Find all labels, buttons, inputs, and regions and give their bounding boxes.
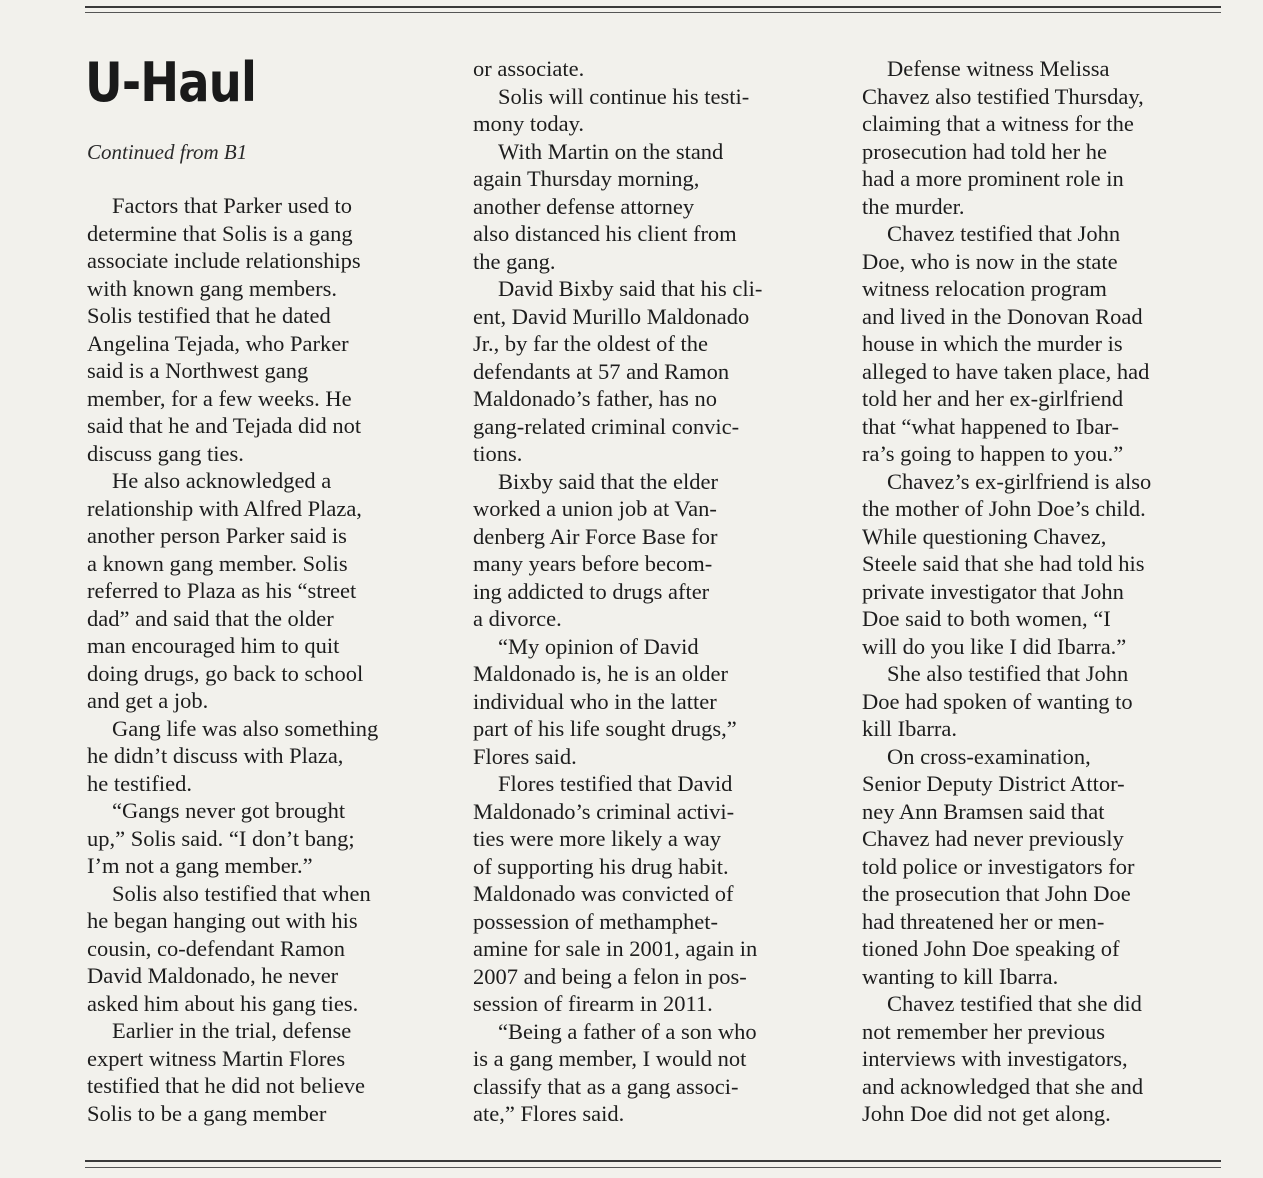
article-line: amine for sale in 2001, again in: [473, 936, 758, 961]
article-line: defendants at 57 and Ramon: [473, 358, 730, 384]
article-line: prosecution had told her he: [862, 138, 1107, 164]
article-line: “Being a father of a son who: [498, 1018, 757, 1044]
article-line: is a gang member, I would not: [473, 1046, 747, 1071]
article-line: and lived in the Donovan Road: [862, 303, 1143, 329]
article-line: he began hanging out with his: [87, 908, 358, 933]
article-line: asked him about his gang ties.: [87, 990, 359, 1016]
article-line: Flores said.: [473, 743, 577, 769]
article-line: Earlier in the trial, defense: [112, 1018, 352, 1043]
article-line: Doe had spoken of wanting to: [862, 688, 1133, 714]
article-line: tioned John Doe speaking of: [862, 936, 1120, 961]
article-line: he testified.: [87, 770, 192, 796]
article-line: tions.: [473, 441, 523, 466]
article-line: Solis also testified that when: [112, 880, 371, 906]
article-line: he didn’t discuss with Plaza,: [87, 743, 344, 768]
top-rule-thin: [85, 12, 1221, 13]
article-line: claiming that a witness for the: [862, 111, 1134, 136]
article-line: David Maldonado, he never: [87, 963, 339, 988]
article-line: house in which the murder is: [862, 331, 1123, 356]
article-line: ties were more likely a way: [473, 826, 722, 851]
article-line: With Martin on the stand: [498, 138, 724, 164]
article-line: Chavez testified that she did: [887, 991, 1142, 1016]
article-line: “Gangs never got brought: [112, 798, 346, 823]
article-line: private investigator that John: [862, 578, 1124, 604]
article-line: Chavez had never previously: [862, 826, 1124, 851]
article-line: told police or investigators for: [862, 853, 1135, 879]
article-line: testified that he did not believe: [87, 1073, 366, 1098]
article-line: many years before becom-: [473, 551, 713, 576]
article-line: Chavez’s ex-girlfriend is also: [887, 468, 1152, 494]
article-line: Gang life was also something: [112, 715, 379, 741]
article-line: the gang.: [473, 248, 556, 274]
article-line: determine that Solis is a gang: [87, 220, 353, 246]
article-line: mony today.: [473, 111, 585, 136]
article-line: Senior Deputy District Attor-: [862, 771, 1125, 796]
article-line: Bixby said that the elder: [498, 468, 718, 494]
article-line: classify that as a gang associ-: [473, 1073, 739, 1099]
article-line: On cross-examination,: [887, 743, 1091, 769]
article-line: and get a job.: [87, 688, 209, 713]
article-line: the prosecution that John Doe: [862, 881, 1131, 906]
headline: U-Haul: [85, 51, 257, 114]
article-line: relationship with Alfred Plaza,: [87, 495, 362, 521]
article-line: Flores testified that David: [498, 771, 733, 796]
article-line: ing addicted to drugs after: [473, 578, 710, 604]
article-line: Steele said that she had told his: [862, 551, 1145, 576]
article-line: interviews with investigators,: [862, 1046, 1128, 1071]
article-line: Defense witness Melissa: [887, 56, 1110, 81]
article-line: doing drugs, go back to school: [87, 660, 364, 686]
article-line: the mother of John Doe’s child.: [862, 496, 1146, 521]
article-line: session of firearm in 2011.: [473, 991, 713, 1016]
article-line: with known gang members.: [87, 275, 337, 301]
article-line: part of his life sought drugs,”: [473, 716, 737, 741]
article-line: a known gang member. Solis: [87, 550, 348, 576]
article-line: Angelina Tejada, who Parker: [87, 330, 349, 356]
top-rule: [85, 6, 1221, 8]
article-line: John Doe did not get along.: [862, 1101, 1111, 1126]
article-line: denberg Air Force Base for: [473, 523, 718, 549]
article-line: Solis will continue his testi-: [498, 83, 750, 109]
article-line: dad” and said that the older: [87, 605, 334, 631]
article-line: Maldonado’s father, has no: [473, 386, 718, 411]
article-line: said that he and Tejada did not: [87, 413, 362, 438]
article-line: Solis testified that he dated: [87, 303, 331, 328]
article-line: Doe, who is now in the state: [862, 248, 1118, 274]
article-line: Maldonado is, he is an older: [473, 661, 728, 686]
article-line: will do you like I did Ibarra.”: [862, 633, 1127, 659]
article-line: Factors that Parker used to: [112, 193, 352, 218]
article-line: the murder.: [862, 193, 965, 219]
article-line: kill Ibarra.: [862, 716, 957, 741]
article-line: Chavez also testified Thursday,: [862, 83, 1144, 109]
article-line: ate,” Flores said.: [473, 1101, 625, 1126]
article-line: referred to Plaza as his “street: [87, 578, 357, 603]
article-line: again Thursday morning,: [473, 166, 700, 191]
continued-from: Continued from B1: [87, 140, 248, 164]
article-line: Chavez testified that John: [887, 221, 1121, 246]
article-line: gang-related criminal convic-: [473, 413, 740, 439]
article-line: associate include relationships: [87, 248, 361, 273]
article-line: a divorce.: [473, 606, 562, 631]
article-line: also distanced his client from: [473, 221, 737, 246]
article-line: up,” Solis said. “I don’t bang;: [87, 825, 355, 851]
article-line: Doe said to both women, “I: [862, 606, 1111, 631]
article-line: possession of methamphet-: [473, 908, 718, 934]
article-line: ra’s going to happen to you.”: [862, 441, 1124, 466]
article-line: of supporting his drug habit.: [473, 853, 729, 879]
bottom-rule: [85, 1160, 1221, 1162]
article-line: ney Ann Bramsen said that: [862, 798, 1105, 824]
article-line: another defense attorney: [473, 193, 695, 219]
article-line: 2007 and being a felon in pos-: [473, 963, 747, 989]
article-line: I’m not a gang member.”: [87, 853, 313, 878]
article-line: Maldonado’s criminal activi-: [473, 798, 735, 824]
article-line: She also testified that John: [887, 661, 1129, 686]
article-line: said is a Northwest gang: [87, 358, 309, 383]
article-line: had threatened her or men-: [862, 908, 1105, 934]
article-line: Maldonado was convicted of: [473, 881, 734, 906]
article-line: cousin, co-defendant Ramon: [87, 935, 346, 961]
article-line: discuss gang ties.: [87, 440, 244, 466]
article-line: expert witness Martin Flores: [87, 1045, 346, 1071]
article-line: member, for a few weeks. He: [87, 385, 352, 411]
article-line: witness relocation program: [862, 276, 1107, 301]
article-line: not remember her previous: [862, 1018, 1106, 1044]
bottom-rule-thin: [85, 1167, 1221, 1168]
article-line: While questioning Chavez,: [862, 523, 1107, 549]
article-line: individual who in the latter: [473, 688, 717, 714]
article-line: told her and her ex-girlfriend: [862, 386, 1124, 411]
article-line: wanting to kill Ibarra.: [862, 963, 1059, 989]
article-line: He also acknowledged a: [112, 468, 332, 493]
article-line: and acknowledged that she and: [862, 1073, 1144, 1099]
article-line: another person Parker said is: [87, 523, 347, 548]
article-line: or associate.: [473, 56, 585, 81]
article-line: ent, David Murillo Maldonado: [473, 303, 750, 329]
article-line: alleged to have taken place, had: [862, 358, 1150, 384]
article-line: man encouraged him to quit: [87, 633, 340, 658]
article-line: Jr., by far the oldest of the: [473, 331, 708, 356]
article-line: worked a union job at Van-: [473, 496, 717, 521]
article-line: had a more prominent role in: [862, 166, 1124, 191]
article-line: that “what happened to Ibar-: [862, 413, 1119, 439]
article-line: Solis to be a gang member: [87, 1100, 327, 1126]
article-line: David Bixby said that his cli-: [498, 276, 763, 301]
article-line: “My opinion of David: [498, 633, 699, 659]
